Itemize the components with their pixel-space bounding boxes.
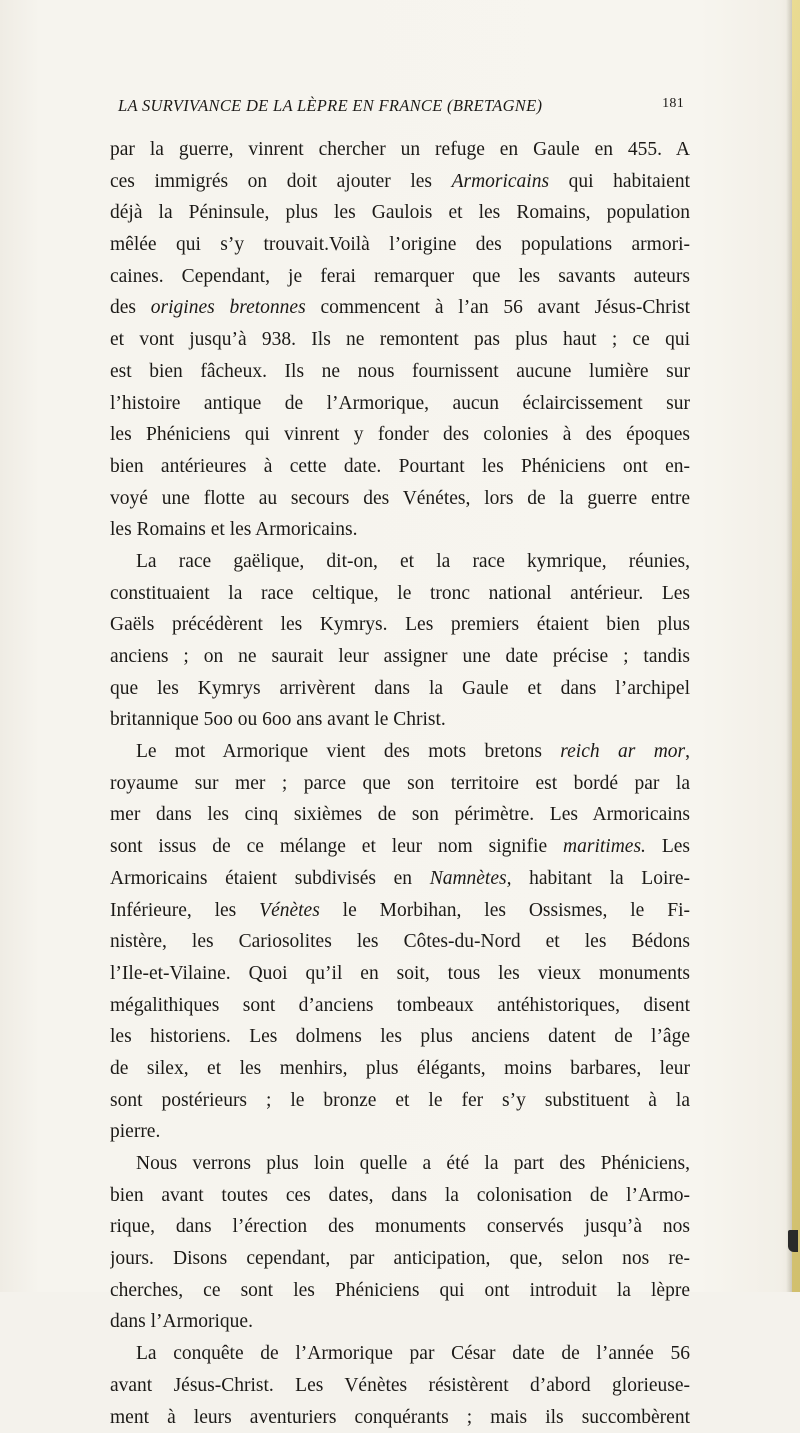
italic-term: maritimes. [563,836,646,857]
italic-term: Armoricains [452,171,550,192]
text-line: bien avant toutes ces dates, dans la colonisation de l’Armo- [110,1180,690,1212]
running-head-title: LA SURVIVANCE DE LA LÈPRE EN FRANCE (BRETAGNE) [118,96,542,116]
text-line: Inférieure, les Vénètes le Morbihan, les Ossismes, le Fi- [110,895,690,927]
text-line: La conquête de l’Armorique par César date de l’année 56 [110,1338,690,1370]
text-line: l’histoire antique de l’Armorique, aucun éclaircissement sur [110,388,690,420]
text-line: avant Jésus-Christ. Les Vénètes résistèrent d’abord glorieuse- [110,1370,690,1402]
text-line: jours. Disons cependant, par anticipation, que, selon nos re- [110,1243,690,1275]
text-line: pierre. [110,1116,690,1148]
text-line: l’Ile-et-Vilaine. Quoi qu’il en soit, tous les vieux monuments [110,958,690,990]
text-line: est bien fâcheux. Ils ne nous fournissent aucune lumière sur [110,356,690,388]
text-line: Le mot Armorique vient des mots bretons reich ar mor, [110,736,690,768]
text-line: mêlée qui s’y trouvait.Voilà l’origine des populations armori- [110,229,690,261]
body-text [110,134,690,1433]
italic-term: Vénètes [259,900,320,921]
text-line: Nous verrons plus loin quelle a été la part des Phéniciens, [110,1148,690,1180]
text-line: ces immigrés on doit ajouter les Armoricains qui habitaient [110,166,690,198]
page-edge [792,0,800,1292]
text-line: par la guerre, vinrent chercher un refuge en Gaule en 455. A [110,134,690,166]
text-line: mer dans les cinq sixièmes de son périmètre. Les Armoricains [110,799,690,831]
page-number: 181 [662,96,684,112]
text-line: caines. Cependant, je ferai remarquer que les savants auteurs [110,261,690,293]
text-line: déjà la Péninsule, plus les Gaulois et les Romains, population [110,197,690,229]
text-line: britannique 5oo ou 6oo ans avant le Christ. [110,704,690,736]
text-line: nistère, les Cariosolites les Côtes-du-Nord et les Bédons [110,926,690,958]
text-line: La race gaëlique, dit-on, et la race kymrique, réunies, [110,546,690,578]
text-line: voyé une flotte au secours des Vénétes, lors de la guerre entre [110,483,690,515]
text-line: dans l’Armorique. [110,1306,690,1338]
text-line: et vont jusqu’à 938. Ils ne remontent pas plus haut ; ce qui [110,324,690,356]
text-line: les Romains et les Armoricains. [110,514,690,546]
text-line: les historiens. Les dolmens les plus anciens datent de l’âge [110,1021,690,1053]
text-line: anciens ; on ne saurait leur assigner une date précise ; tandis [110,641,690,673]
text-line: des origines bretonnes commencent à l’an 56 avant Jésus-Christ [110,292,690,324]
text-line: cherches, ce sont les Phéniciens qui ont introduit la lèpre [110,1275,690,1307]
text-line: bien antérieures à cette date. Pourtant les Phéniciens ont en- [110,451,690,483]
text-line: ment à leurs aventuriers conquérants ; mais ils succombèrent [110,1402,690,1433]
text-line: sont issus de ce mélange et leur nom signifie maritimes. Les [110,831,690,863]
text-line: Armoricains étaient subdivisés en Namnètes, habitant la Loire- [110,863,690,895]
italic-term: origines bretonnes [151,297,306,318]
text-line: que les Kymrys arrivèrent dans la Gaule et dans l’archipel [110,673,690,705]
italic-term: Namnètes, [430,868,512,889]
text-line: sont postérieurs ; le bronze et le fer s’y substituent à la [110,1085,690,1117]
running-head [118,96,684,120]
text-line: de silex, et les menhirs, plus élégants, moins barbares, leur [110,1053,690,1085]
text-line: royaume sur mer ; parce que son territoire est bordé par la [110,768,690,800]
page-corner-mark [788,1230,798,1252]
text-line: constituaient la race celtique, le tronc national antérieur. Les [110,578,690,610]
text-line: les Phéniciens qui vinrent y fonder des colonies à des époques [110,419,690,451]
italic-term: reich ar mor [560,741,685,762]
text-line: Gaëls précédèrent les Kymrys. Les premiers étaient bien plus [110,609,690,641]
text-line: mégalithiques sont d’anciens tombeaux antéhistoriques, disent [110,990,690,1022]
text-line: rique, dans l’érection des monuments conservés jusqu’à nos [110,1211,690,1243]
